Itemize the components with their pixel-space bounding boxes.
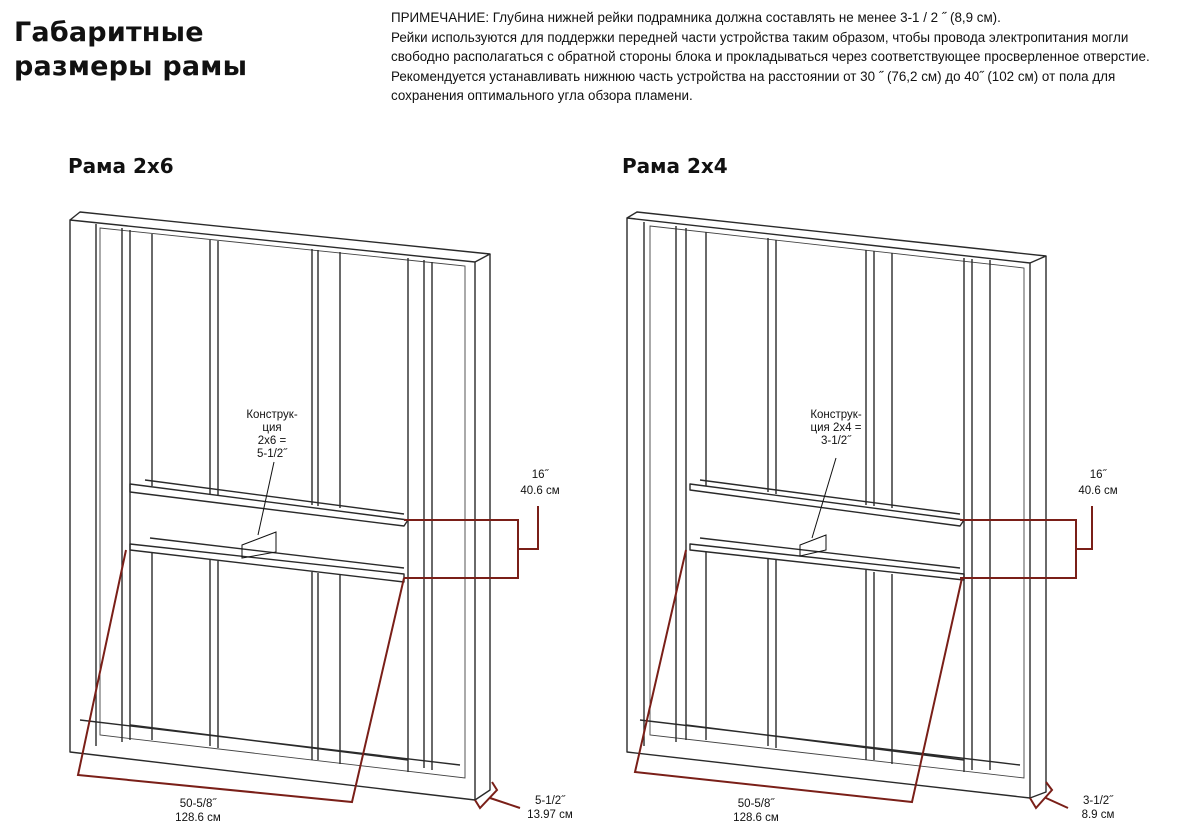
frame-2x6-right-stud [408,258,432,772]
frame-2x6-width-inches: 50-5/8˝ [179,798,217,810]
frame-2x6-construction-label-3: 2x6 = [257,435,287,447]
frame-2x6-depth-inches: 5-1/2˝ [534,795,566,807]
frame-2x4-construction-label-1: Конструк- [810,409,862,421]
frame-2x4-width-inches: 50-5/8˝ [737,798,775,810]
frame-2x4-drawing [627,212,1092,808]
frame-2x6-construction-leader [258,462,274,535]
frame-2x4-top-plate [627,212,1046,263]
page-title-line-1: Габаритные [14,17,204,48]
frame-2x4-depth-inches: 3-1/2˝ [1082,795,1114,807]
note-height: Рекомендуется устанавливать нижнюю часть устройства на расстоянии от 30 ˝ (76,2 см) до 40˝ (102 см) от пола для сохранения оптимального угла обзора пламени. [391,68,1116,104]
frame-2x4-width-cm: 128.6 см [733,812,779,824]
frame-2x4-depth-cm: 8.9 см [1081,809,1115,821]
frame-2x6-construction-label-2: ция [262,422,282,434]
note-rails: Рейки используются для поддержки передней части устройства таким образом, чтобы провода электропитания могли свободно располагаться с обратной стороны блока и прокладываться через соответствующее просверленное отверстие. [391,29,1150,65]
frame-2x6-top-plate [70,212,490,262]
frame-2x4-lower-header [690,538,964,580]
frame-2x6-bottom-plate [80,720,460,765]
note-depth: ПРИМЕЧАНИЕ: Глубина нижней рейки подрамника должна составлять не менее 3-1 / 2 ˝ (8,9 см). [391,10,1001,25]
frame-2x6-heading: Рама 2x6 [68,154,174,178]
frame-2x6-width-dimension [78,550,404,802]
frame-2x6-right-side [475,254,490,800]
frame-2x6-height-inches: 16˝ [531,469,549,481]
frame-2x6-construction-label-4: 5-1/2˝ [256,448,288,460]
frame-2x6-upper-studs [152,234,340,508]
frame-2x6-inner-back [100,228,465,778]
frame-2x4-width-dimension [635,550,962,802]
frame-2x6-construction-marker [242,532,276,558]
frame-2x4-height-inches: 16˝ [1089,469,1107,481]
frame-2x4-upper-studs [706,232,892,508]
page-title-line-2: размеры рамы [14,51,248,82]
frame-2x4-heading: Рама 2x4 [622,154,728,178]
frame-2x4-construction-label-2: ция 2x4 = [810,422,862,434]
frame-2x4-height-cm: 40.6 см [1078,485,1118,497]
frame-2x4-depth-dimension [1030,782,1068,808]
frame-2x6-construction-label-1: Конструк- [246,409,298,421]
frame-2x4-construction-marker [800,535,826,556]
frame-2x4-bottom-plate [640,720,1020,765]
frame-2x6-drawing [70,212,538,808]
frame-2x4-height-dimension [960,506,1092,578]
frame-2x4-right-side [1030,256,1046,798]
frame-2x6-width-cm: 128.6 см [175,812,221,824]
frame-2x4-construction-label-3: 3-1/2˝ [820,435,852,447]
frame-2x6-lower-header [130,538,404,582]
frame-2x4-lower-studs [706,552,892,764]
frame-2x6-depth-cm: 13.97 см [527,809,573,821]
frame-2x4-right-stud [964,258,990,772]
frame-2x6-height-cm: 40.6 см [520,485,560,497]
